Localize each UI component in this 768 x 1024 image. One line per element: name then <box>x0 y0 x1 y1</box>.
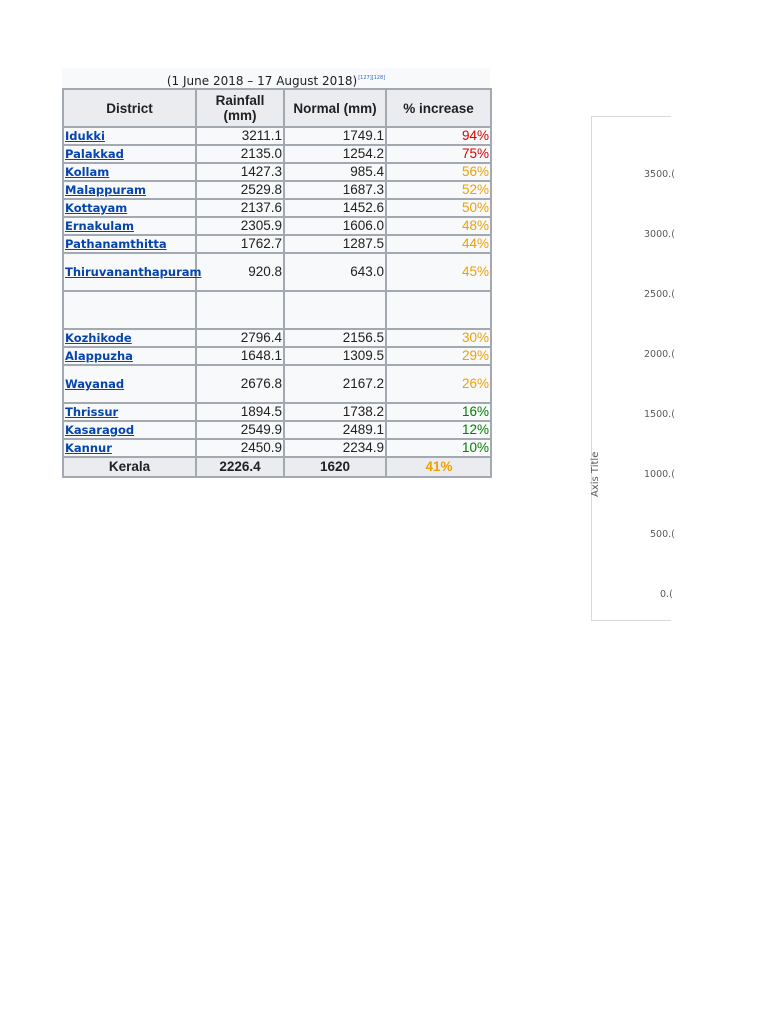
rainfall-cell: 2796.4 <box>196 329 284 347</box>
table-row <box>63 127 491 145</box>
normal-cell: 1749.1 <box>284 127 386 145</box>
district-link[interactable]: Palakkad <box>63 145 196 163</box>
y-tick-label: 500.( <box>650 529 675 540</box>
caption-references[interactable]: [127][128] <box>358 75 386 81</box>
rainfall-cell: 920.8 <box>196 253 284 291</box>
increase-cell: 26% <box>386 365 491 403</box>
table-row <box>63 163 491 181</box>
increase-cell: 30% <box>386 329 491 347</box>
header-rainfall: Rainfall (mm) <box>196 89 284 127</box>
district-link[interactable]: Idukki <box>63 127 196 145</box>
rainfall-table <box>62 88 492 478</box>
increase-cell: 12% <box>386 421 491 439</box>
increase-cell: 56% <box>386 163 491 181</box>
rainfall-cell: 2135.0 <box>196 145 284 163</box>
header-increase: % increase <box>386 89 491 127</box>
table-row <box>63 235 491 253</box>
district-link[interactable]: Thiruvananthapuram <box>63 253 196 291</box>
normal-cell <box>284 291 386 329</box>
table-caption <box>62 68 490 88</box>
rainfall-cell: 3211.1 <box>196 127 284 145</box>
y-axis-title: Axis Title <box>590 451 601 497</box>
rainfall-cell: 2450.9 <box>196 439 284 457</box>
total-normal: 1620 <box>284 457 386 477</box>
table-row <box>63 253 491 291</box>
table-row <box>63 217 491 235</box>
normal-cell: 2234.9 <box>284 439 386 457</box>
district-link[interactable]: Malappuram <box>63 181 196 199</box>
district-link[interactable]: Kottayam <box>63 199 196 217</box>
table-row <box>63 439 491 457</box>
rainfall-table-block <box>62 68 490 478</box>
y-tick-label: 2500.( <box>644 289 675 300</box>
y-tick-label: 3500.( <box>644 169 675 180</box>
table-row <box>63 145 491 163</box>
total-increase: 41% <box>386 457 491 477</box>
y-tick-label: 3000.( <box>644 229 675 240</box>
table-row <box>63 291 491 329</box>
normal-cell: 2489.1 <box>284 421 386 439</box>
table-row <box>63 403 491 421</box>
rainfall-cell: 2529.8 <box>196 181 284 199</box>
rainfall-cell <box>196 291 284 329</box>
normal-cell: 1687.3 <box>284 181 386 199</box>
district-link <box>63 291 196 329</box>
total-rainfall: 2226.4 <box>196 457 284 477</box>
y-tick-label: 1000.( <box>644 469 675 480</box>
table-row <box>63 347 491 365</box>
table-total-row <box>63 457 491 477</box>
increase-cell: 44% <box>386 235 491 253</box>
rainfall-cell: 1894.5 <box>196 403 284 421</box>
increase-cell: 29% <box>386 347 491 365</box>
rainfall-cell: 2676.8 <box>196 365 284 403</box>
rainfall-cell: 2549.9 <box>196 421 284 439</box>
table-header-row <box>63 89 491 127</box>
normal-cell: 2167.2 <box>284 365 386 403</box>
header-district: District <box>63 89 196 127</box>
y-tick-label: 1500.( <box>644 409 675 420</box>
increase-cell <box>386 291 491 329</box>
total-label: Kerala <box>63 457 196 477</box>
normal-cell: 643.0 <box>284 253 386 291</box>
increase-cell: 10% <box>386 439 491 457</box>
district-link[interactable]: Ernakulam <box>63 217 196 235</box>
rainfall-cell: 1762.7 <box>196 235 284 253</box>
increase-cell: 50% <box>386 199 491 217</box>
district-link[interactable]: Pathanamthitta <box>63 235 196 253</box>
y-tick-label: 2000.( <box>644 349 675 360</box>
table-row <box>63 329 491 347</box>
increase-cell: 45% <box>386 253 491 291</box>
district-link[interactable]: Kollam <box>63 163 196 181</box>
increase-cell: 75% <box>386 145 491 163</box>
chart-panel[interactable] <box>590 116 675 621</box>
increase-cell: 16% <box>386 403 491 421</box>
normal-cell: 1738.2 <box>284 403 386 421</box>
rainfall-cell: 1648.1 <box>196 347 284 365</box>
increase-cell: 94% <box>386 127 491 145</box>
district-link[interactable]: Kozhikode <box>63 329 196 347</box>
rainfall-cell: 2137.6 <box>196 199 284 217</box>
caption-text: (1 June 2018 – 17 August 2018) <box>166 74 358 88</box>
district-link[interactable]: Thrissur <box>63 403 196 421</box>
increase-cell: 48% <box>386 217 491 235</box>
table-row <box>63 421 491 439</box>
header-normal: Normal (mm) <box>284 89 386 127</box>
rainfall-cell: 1427.3 <box>196 163 284 181</box>
normal-cell: 1309.5 <box>284 347 386 365</box>
normal-cell: 1254.2 <box>284 145 386 163</box>
district-link[interactable]: Kasaragod <box>63 421 196 439</box>
table-row <box>63 181 491 199</box>
normal-cell: 985.4 <box>284 163 386 181</box>
district-link[interactable]: Wayanad <box>63 365 196 403</box>
rainfall-cell: 2305.9 <box>196 217 284 235</box>
normal-cell: 1606.0 <box>284 217 386 235</box>
normal-cell: 2156.5 <box>284 329 386 347</box>
table-row <box>63 199 491 217</box>
normal-cell: 1287.5 <box>284 235 386 253</box>
table-row <box>63 365 491 403</box>
normal-cell: 1452.6 <box>284 199 386 217</box>
y-tick-label: 0.( <box>660 589 673 600</box>
district-link[interactable]: Kannur <box>63 439 196 457</box>
increase-cell: 52% <box>386 181 491 199</box>
district-link[interactable]: Alappuzha <box>63 347 196 365</box>
